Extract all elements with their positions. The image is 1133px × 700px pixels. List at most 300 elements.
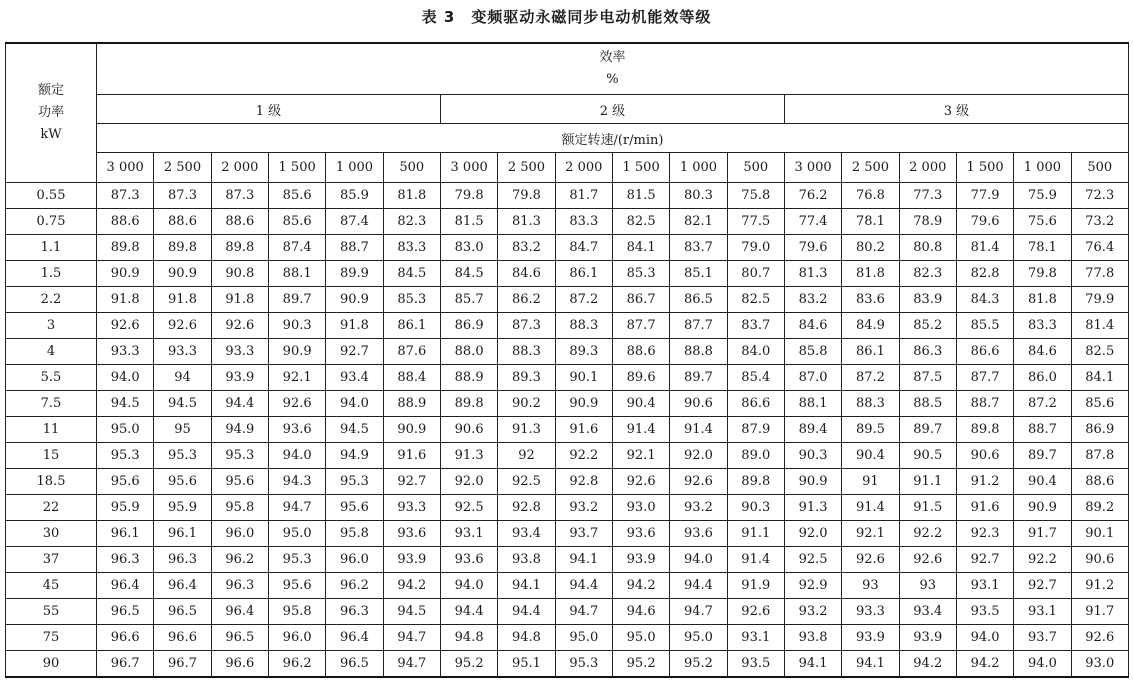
- table-row: [6, 651, 1129, 678]
- speed-header-row: [6, 153, 1129, 183]
- efficiency-cell: 88.6: [1071, 469, 1128, 495]
- efficiency-cell: 85.1: [670, 261, 727, 287]
- efficiency-cell: 93.4: [498, 521, 555, 547]
- efficiency-cell: 83.7: [670, 235, 727, 261]
- efficiency-cell: 90.2: [498, 391, 555, 417]
- speed-header-cell: 500: [727, 153, 784, 183]
- efficiency-cell: 90.9: [268, 339, 325, 365]
- efficiency-cell: 95.8: [211, 495, 268, 521]
- rated-power-cell: 1.1: [6, 235, 97, 261]
- efficiency-cell: 87.7: [956, 365, 1013, 391]
- efficiency-cell: 81.5: [440, 209, 497, 235]
- grade-3-header: 3 级: [784, 95, 1128, 124]
- efficiency-cell: 78.1: [842, 209, 899, 235]
- efficiency-cell: 95.0: [670, 625, 727, 651]
- efficiency-cell: 94.6: [612, 599, 669, 625]
- efficiency-cell: 96.7: [154, 651, 211, 678]
- efficiency-cell: 93.1: [1014, 599, 1071, 625]
- efficiency-cell: 93.2: [555, 495, 612, 521]
- efficiency-cell: 88.5: [899, 391, 956, 417]
- efficiency-cell: 93: [899, 573, 956, 599]
- efficiency-cell: 93.8: [498, 547, 555, 573]
- rated-power-cell: 5.5: [6, 365, 97, 391]
- efficiency-cell: 91: [842, 469, 899, 495]
- efficiency-cell: 85.9: [326, 183, 383, 209]
- efficiency-cell: 93.7: [555, 521, 612, 547]
- efficiency-cell: 87.8: [1071, 443, 1128, 469]
- efficiency-cell: 93.9: [842, 625, 899, 651]
- efficiency-cell: 89.9: [326, 261, 383, 287]
- efficiency-cell: 85.8: [784, 339, 841, 365]
- rated-power-cell: 15: [6, 443, 97, 469]
- efficiency-cell: 83.2: [498, 235, 555, 261]
- efficiency-cell: 72.3: [1071, 183, 1128, 209]
- efficiency-cell: 77.8: [1071, 261, 1128, 287]
- efficiency-cell: 90.6: [670, 391, 727, 417]
- efficiency-cell: 96.0: [211, 521, 268, 547]
- efficiency-cell: 82.5: [612, 209, 669, 235]
- efficiency-cell: 92.1: [612, 443, 669, 469]
- efficiency-cell: 95.0: [612, 625, 669, 651]
- table-row: [6, 287, 1129, 313]
- efficiency-cell: 94.4: [498, 599, 555, 625]
- efficiency-cell: 89.8: [97, 235, 154, 261]
- efficiency-cell: 82.3: [383, 209, 440, 235]
- efficiency-cell: 89.8: [956, 417, 1013, 443]
- efficiency-cell: 89.6: [612, 365, 669, 391]
- efficiency-cell: 92.6: [670, 469, 727, 495]
- rated-power-cell: 30: [6, 521, 97, 547]
- efficiency-cell: 96.2: [268, 651, 325, 678]
- rated-power-cell: 1.5: [6, 261, 97, 287]
- efficiency-cell: 87.7: [612, 313, 669, 339]
- efficiency-cell: 90.1: [1071, 521, 1128, 547]
- efficiency-cell: 84.9: [842, 313, 899, 339]
- efficiency-cell: 92.1: [842, 521, 899, 547]
- efficiency-cell: 88.3: [842, 391, 899, 417]
- efficiency-cell: 80.7: [727, 261, 784, 287]
- efficiency-cell: 81.5: [612, 183, 669, 209]
- efficiency-cell: 93.6: [670, 521, 727, 547]
- speed-header-cell: 3 000: [97, 153, 154, 183]
- speed-header-cell: 2 000: [211, 153, 268, 183]
- efficiency-cell: 96.4: [326, 625, 383, 651]
- efficiency-cell: 82.5: [1071, 339, 1128, 365]
- efficiency-cell: 92.8: [555, 469, 612, 495]
- efficiency-cell: 87.3: [498, 313, 555, 339]
- efficiency-cell: 94.4: [440, 599, 497, 625]
- efficiency-cell: 94.0: [326, 391, 383, 417]
- efficiency-cell: 94.8: [498, 625, 555, 651]
- efficiency-cell: 95.0: [97, 417, 154, 443]
- rated-power-cell: 22: [6, 495, 97, 521]
- efficiency-cell: 75.9: [1014, 183, 1071, 209]
- rated-power-label-line1: 额定: [37, 83, 64, 98]
- efficiency-cell: 96.3: [326, 599, 383, 625]
- efficiency-cell: 86.1: [842, 339, 899, 365]
- table-row: [6, 443, 1129, 469]
- efficiency-cell: 84.6: [1014, 339, 1071, 365]
- efficiency-cell: 93.4: [326, 365, 383, 391]
- efficiency-cell: 92.0: [440, 469, 497, 495]
- efficiency-cell: 83.2: [784, 287, 841, 313]
- efficiency-cell: 88.6: [154, 209, 211, 235]
- efficiency-cell: 94.7: [383, 625, 440, 651]
- efficiency-cell: 79.8: [1014, 261, 1071, 287]
- table-row: [6, 625, 1129, 651]
- table-row: [6, 235, 1129, 261]
- table-row: [6, 469, 1129, 495]
- efficiency-cell: 79.9: [1071, 287, 1128, 313]
- efficiency-cell: 94.1: [555, 547, 612, 573]
- efficiency-cell: 86.1: [383, 313, 440, 339]
- efficiency-cell: 84.6: [498, 261, 555, 287]
- efficiency-cell: 91.8: [326, 313, 383, 339]
- speed-header-cell: 1 500: [612, 153, 669, 183]
- efficiency-cell: 92.1: [268, 365, 325, 391]
- efficiency-cell: 92.8: [498, 495, 555, 521]
- efficiency-cell: 80.8: [899, 235, 956, 261]
- efficiency-cell: 87.7: [670, 313, 727, 339]
- rated-power-cell: 45: [6, 573, 97, 599]
- efficiency-cell: 93.2: [670, 495, 727, 521]
- efficiency-cell: 93.1: [956, 573, 1013, 599]
- efficiency-cell: 88.9: [440, 365, 497, 391]
- efficiency-cell: 92.7: [956, 547, 1013, 573]
- efficiency-cell: 84.1: [1071, 365, 1128, 391]
- efficiency-cell: 76.2: [784, 183, 841, 209]
- efficiency-cell: 83.3: [555, 209, 612, 235]
- efficiency-cell: 95.2: [440, 651, 497, 678]
- efficiency-cell: 91.8: [97, 287, 154, 313]
- efficiency-cell: 91.8: [211, 287, 268, 313]
- efficiency-cell: 91.5: [899, 495, 956, 521]
- efficiency-cell: 93.5: [956, 599, 1013, 625]
- efficiency-cell: 96.4: [97, 573, 154, 599]
- efficiency-cell: 86.5: [670, 287, 727, 313]
- rated-power-cell: 37: [6, 547, 97, 573]
- efficiency-cell: 96.5: [211, 625, 268, 651]
- efficiency-cell: 85.5: [956, 313, 1013, 339]
- efficiency-cell: 86.9: [1071, 417, 1128, 443]
- efficiency-cell: 94.0: [956, 625, 1013, 651]
- rated-power-cell: 90: [6, 651, 97, 678]
- efficiency-cell: 91.3: [498, 417, 555, 443]
- efficiency-cell: 94.7: [670, 599, 727, 625]
- efficiency-cell: 93.1: [440, 521, 497, 547]
- efficiency-cell: 90.5: [899, 443, 956, 469]
- efficiency-cell: 94.0: [1014, 651, 1071, 678]
- efficiency-cell: 96.2: [211, 547, 268, 573]
- efficiency-cell: 96.4: [211, 599, 268, 625]
- efficiency-cell: 95.3: [97, 443, 154, 469]
- efficiency-table-container: [5, 42, 1128, 678]
- efficiency-cell: 88.7: [1014, 417, 1071, 443]
- efficiency-cell: 95.3: [326, 469, 383, 495]
- efficiency-cell: 89.8: [154, 235, 211, 261]
- efficiency-cell: 92.6: [1071, 625, 1128, 651]
- efficiency-cell: 92.5: [440, 495, 497, 521]
- efficiency-cell: 91.4: [612, 417, 669, 443]
- efficiency-cell: 93.0: [612, 495, 669, 521]
- efficiency-cell: 94.2: [956, 651, 1013, 678]
- efficiency-cell: 92.6: [899, 547, 956, 573]
- rated-power-cell: 3: [6, 313, 97, 339]
- efficiency-cell: 90.9: [555, 391, 612, 417]
- efficiency-cell: 93.6: [383, 521, 440, 547]
- table-row: [6, 209, 1129, 235]
- efficiency-cell: 93: [842, 573, 899, 599]
- efficiency-cell: 84.7: [555, 235, 612, 261]
- rated-power-unit: kW: [40, 127, 62, 142]
- speed-header-cell: 2 500: [498, 153, 555, 183]
- efficiency-cell: 89.7: [899, 417, 956, 443]
- efficiency-cell: 94.7: [268, 495, 325, 521]
- efficiency-cell: 95.3: [211, 443, 268, 469]
- efficiency-cell: 89.7: [268, 287, 325, 313]
- table-row: [6, 339, 1129, 365]
- efficiency-cell: 88.8: [670, 339, 727, 365]
- efficiency-cell: 96.4: [154, 573, 211, 599]
- rated-power-label-line2: 功率: [37, 105, 64, 120]
- efficiency-cell: 95.6: [211, 469, 268, 495]
- efficiency-cell: 90.6: [440, 417, 497, 443]
- efficiency-cell: 90.9: [1014, 495, 1071, 521]
- efficiency-cell: 88.0: [440, 339, 497, 365]
- efficiency-cell: 88.3: [498, 339, 555, 365]
- rated-power-cell: 11: [6, 417, 97, 443]
- efficiency-cell: 85.6: [268, 183, 325, 209]
- efficiency-cell: 86.9: [440, 313, 497, 339]
- efficiency-cell: 93.6: [612, 521, 669, 547]
- efficiency-cell: 91.4: [727, 547, 784, 573]
- efficiency-cell: 94.5: [97, 391, 154, 417]
- rated-power-cell: 0.75: [6, 209, 97, 235]
- efficiency-cell: 96.6: [97, 625, 154, 651]
- efficiency-cell: 77.5: [727, 209, 784, 235]
- efficiency-cell: 89.5: [842, 417, 899, 443]
- efficiency-cell: 92.6: [612, 469, 669, 495]
- efficiency-cell: 93.5: [727, 651, 784, 678]
- efficiency-cell: 96.5: [326, 651, 383, 678]
- efficiency-cell: 88.7: [956, 391, 1013, 417]
- efficiency-cell: 84.6: [784, 313, 841, 339]
- efficiency-cell: 87.2: [1014, 391, 1071, 417]
- efficiency-cell: 91.2: [1071, 573, 1128, 599]
- efficiency-cell: 92.2: [1014, 547, 1071, 573]
- efficiency-cell: 88.6: [97, 209, 154, 235]
- efficiency-cell: 83.3: [383, 235, 440, 261]
- efficiency-cell: 94.8: [440, 625, 497, 651]
- efficiency-cell: 94.5: [326, 417, 383, 443]
- rated-power-header: [6, 43, 97, 183]
- efficiency-cell: 86.6: [956, 339, 1013, 365]
- efficiency-cell: 81.8: [383, 183, 440, 209]
- table-body: [6, 183, 1129, 678]
- efficiency-cell: 84.5: [383, 261, 440, 287]
- table-row: [6, 573, 1129, 599]
- table-caption: 表 3 变频驱动永磁同步电动机能效等级: [421, 8, 712, 26]
- efficiency-cell: 94.5: [383, 599, 440, 625]
- efficiency-cell: 89.8: [211, 235, 268, 261]
- efficiency-cell: 94.7: [555, 599, 612, 625]
- efficiency-cell: 79.8: [440, 183, 497, 209]
- table-header: [6, 43, 1129, 183]
- efficiency-cell: 89.3: [555, 339, 612, 365]
- efficiency-cell: 83.9: [899, 287, 956, 313]
- efficiency-cell: 82.3: [899, 261, 956, 287]
- efficiency-cell: 94.0: [670, 547, 727, 573]
- efficiency-cell: 94.7: [383, 651, 440, 678]
- efficiency-cell: 91.6: [383, 443, 440, 469]
- efficiency-cell: 79.0: [727, 235, 784, 261]
- efficiency-cell: 87.2: [555, 287, 612, 313]
- efficiency-cell: 93.3: [842, 599, 899, 625]
- efficiency-cell: 85.3: [612, 261, 669, 287]
- efficiency-cell: 92.9: [784, 573, 841, 599]
- efficiency-cell: 95.9: [154, 495, 211, 521]
- efficiency-cell: 94.0: [268, 443, 325, 469]
- efficiency-cell: 90.9: [97, 261, 154, 287]
- efficiency-cell: 93.6: [268, 417, 325, 443]
- efficiency-cell: 88.1: [268, 261, 325, 287]
- efficiency-cell: 89.8: [440, 391, 497, 417]
- efficiency-cell: 90.6: [956, 443, 1013, 469]
- speed-header-cell: 2 500: [842, 153, 899, 183]
- efficiency-cell: 83.6: [842, 287, 899, 313]
- efficiency-cell: 89.4: [784, 417, 841, 443]
- efficiency-cell: 94.2: [899, 651, 956, 678]
- efficiency-cell: 81.4: [1071, 313, 1128, 339]
- speed-header-cell: 1 000: [670, 153, 727, 183]
- efficiency-cell: 87.4: [268, 235, 325, 261]
- efficiency-cell: 91.6: [555, 417, 612, 443]
- efficiency-cell: 91.1: [727, 521, 784, 547]
- efficiency-cell: 93.3: [211, 339, 268, 365]
- efficiency-cell: 94.4: [211, 391, 268, 417]
- efficiency-cell: 90.6: [1071, 547, 1128, 573]
- efficiency-cell: 96.7: [97, 651, 154, 678]
- efficiency-cell: 95.3: [154, 443, 211, 469]
- efficiency-cell: 95.6: [326, 495, 383, 521]
- efficiency-cell: 92.6: [154, 313, 211, 339]
- speed-header-cell: 1 000: [1014, 153, 1071, 183]
- efficiency-cell: 94.2: [383, 573, 440, 599]
- efficiency-table: [5, 42, 1129, 678]
- efficiency-cell: 87.4: [326, 209, 383, 235]
- efficiency-cell: 73.2: [1071, 209, 1128, 235]
- efficiency-cell: 86.6: [727, 391, 784, 417]
- efficiency-cell: 79.6: [956, 209, 1013, 235]
- efficiency-label: 效率: [599, 50, 626, 65]
- rated-power-cell: 0.55: [6, 183, 97, 209]
- efficiency-cell: 77.9: [956, 183, 1013, 209]
- rated-speed-header: 额定转速/(r/min): [97, 124, 1129, 153]
- efficiency-cell: 88.1: [784, 391, 841, 417]
- rated-power-cell: 4: [6, 339, 97, 365]
- efficiency-cell: 91.3: [784, 495, 841, 521]
- table-row: [6, 599, 1129, 625]
- efficiency-cell: 91.3: [440, 443, 497, 469]
- efficiency-cell: 93.3: [154, 339, 211, 365]
- efficiency-cell: 93.9: [211, 365, 268, 391]
- efficiency-cell: 92.6: [97, 313, 154, 339]
- speed-header-cell: 500: [1071, 153, 1128, 183]
- efficiency-cell: 95.3: [268, 547, 325, 573]
- efficiency-cell: 91.9: [727, 573, 784, 599]
- efficiency-cell: 92.5: [498, 469, 555, 495]
- efficiency-cell: 79.8: [498, 183, 555, 209]
- rated-power-cell: 18.5: [6, 469, 97, 495]
- efficiency-cell: 87.0: [784, 365, 841, 391]
- efficiency-cell: 87.5: [899, 365, 956, 391]
- efficiency-cell: 95.2: [670, 651, 727, 678]
- efficiency-cell: 80.2: [842, 235, 899, 261]
- efficiency-cell: 90.8: [211, 261, 268, 287]
- efficiency-cell: 94.3: [268, 469, 325, 495]
- efficiency-cell: 77.3: [899, 183, 956, 209]
- efficiency-header: [97, 43, 1129, 95]
- efficiency-cell: 94.5: [154, 391, 211, 417]
- efficiency-cell: 94.9: [211, 417, 268, 443]
- efficiency-cell: 96.6: [211, 651, 268, 678]
- efficiency-cell: 95.2: [612, 651, 669, 678]
- efficiency-cell: 93.9: [383, 547, 440, 573]
- efficiency-cell: 92.6: [211, 313, 268, 339]
- efficiency-cell: 91.1: [899, 469, 956, 495]
- grade-1-header: 1 级: [97, 95, 441, 124]
- efficiency-cell: 88.4: [383, 365, 440, 391]
- efficiency-cell: 90.9: [154, 261, 211, 287]
- efficiency-cell: 92.6: [842, 547, 899, 573]
- efficiency-cell: 95.8: [326, 521, 383, 547]
- efficiency-cell: 95: [154, 417, 211, 443]
- efficiency-cell: 95.6: [154, 469, 211, 495]
- efficiency-cell: 86.0: [1014, 365, 1071, 391]
- efficiency-cell: 91.6: [956, 495, 1013, 521]
- efficiency-cell: 94.2: [612, 573, 669, 599]
- efficiency-cell: 87.2: [842, 365, 899, 391]
- speed-header-cell: 3 000: [440, 153, 497, 183]
- efficiency-cell: 92.2: [555, 443, 612, 469]
- efficiency-cell: 92: [498, 443, 555, 469]
- efficiency-cell: 81.3: [498, 209, 555, 235]
- efficiency-cell: 93.3: [97, 339, 154, 365]
- efficiency-cell: 90.9: [326, 287, 383, 313]
- efficiency-cell: 88.7: [326, 235, 383, 261]
- efficiency-cell: 92.7: [383, 469, 440, 495]
- speed-header-cell: 1 500: [956, 153, 1013, 183]
- efficiency-cell: 94.0: [440, 573, 497, 599]
- efficiency-cell: 80.3: [670, 183, 727, 209]
- efficiency-cell: 78.1: [1014, 235, 1071, 261]
- efficiency-cell: 90.1: [555, 365, 612, 391]
- efficiency-cell: 96.2: [326, 573, 383, 599]
- efficiency-cell: 85.6: [1071, 391, 1128, 417]
- efficiency-cell: 88.6: [612, 339, 669, 365]
- efficiency-cell: 96.3: [97, 547, 154, 573]
- efficiency-cell: 81.3: [784, 261, 841, 287]
- table-row: [6, 183, 1129, 209]
- efficiency-cell: 89.0: [727, 443, 784, 469]
- efficiency-cell: 92.3: [956, 521, 1013, 547]
- efficiency-cell: 90.3: [727, 495, 784, 521]
- table-row: [6, 261, 1129, 287]
- efficiency-cell: 93.0: [1071, 651, 1128, 678]
- efficiency-cell: 93.8: [784, 625, 841, 651]
- efficiency-cell: 95.0: [268, 521, 325, 547]
- efficiency-cell: 78.9: [899, 209, 956, 235]
